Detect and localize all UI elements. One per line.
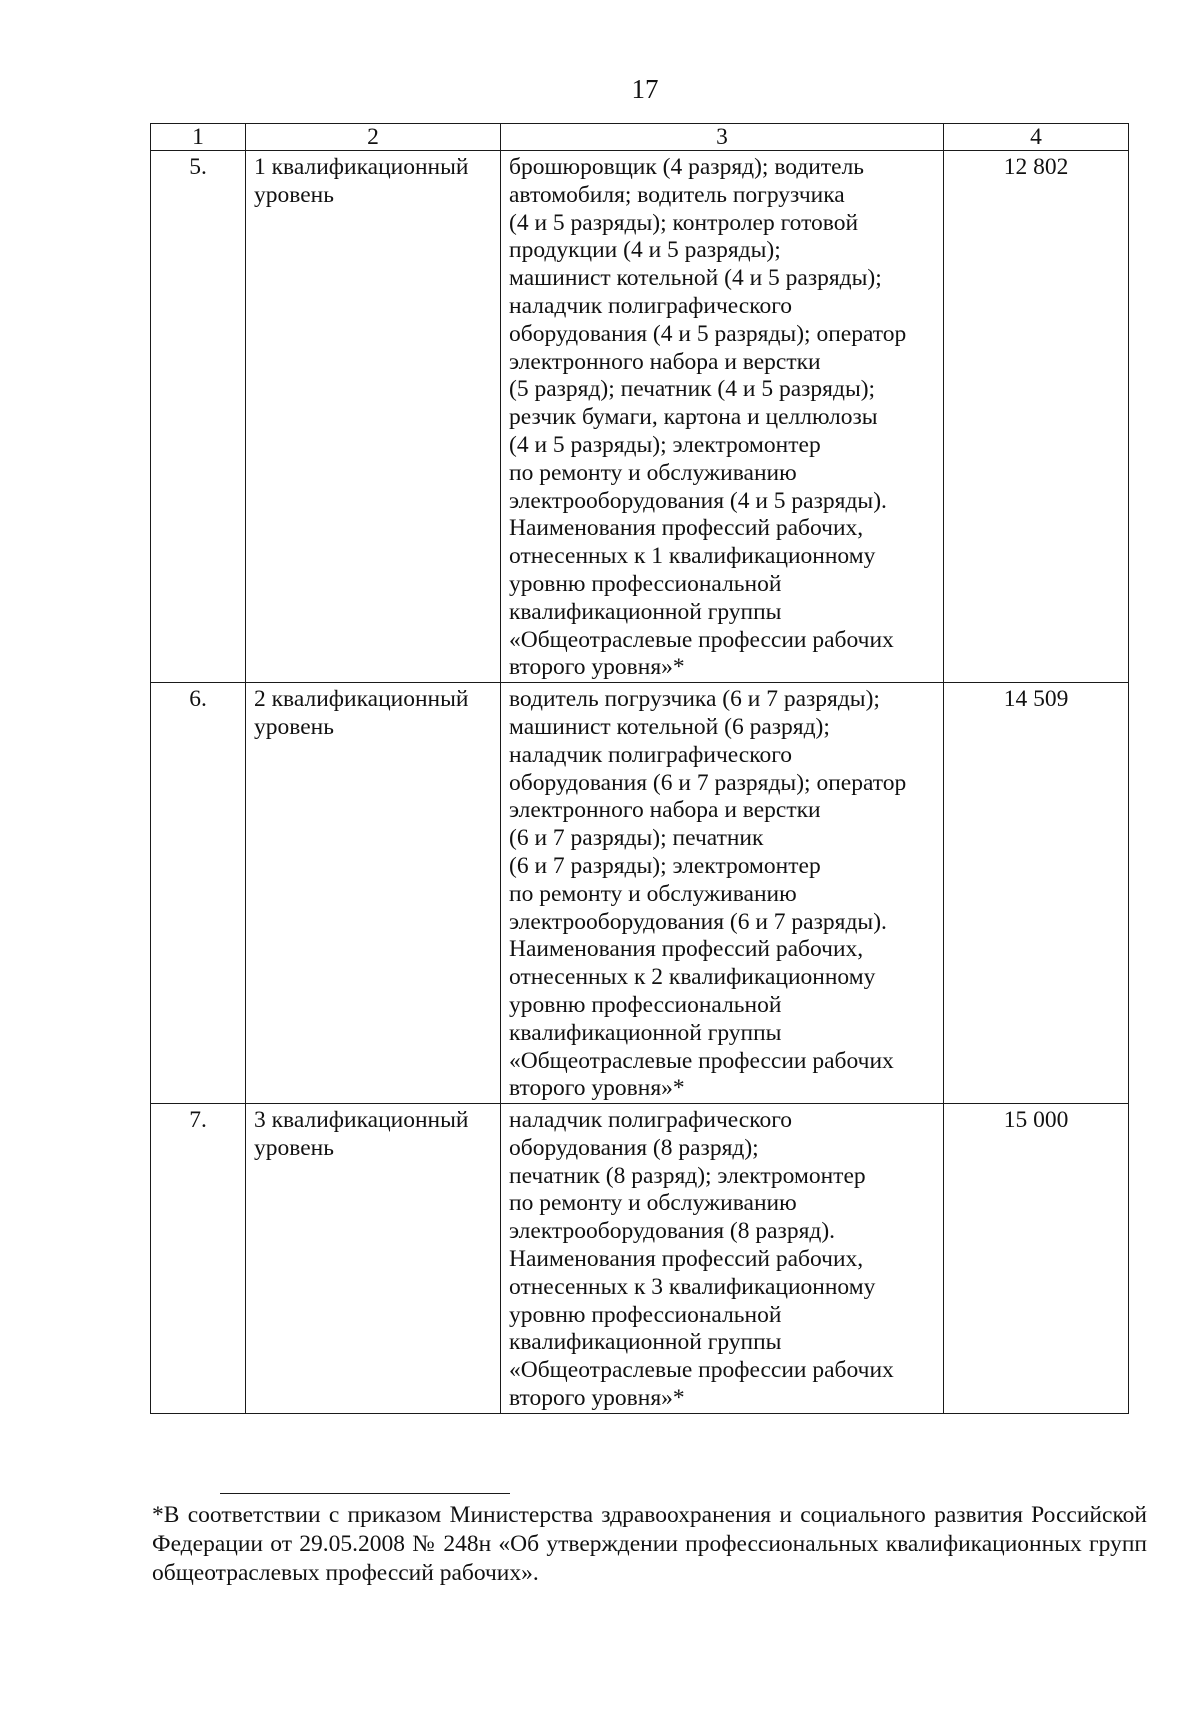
profession-line: (6 и 7 разряды); электромонтер — [509, 852, 821, 879]
level-line: 1 квалификационный — [254, 154, 469, 180]
profession-line: уровню профессиональной — [509, 1301, 782, 1328]
profession-line: наладчик полиграфического — [509, 1107, 792, 1134]
level-line: 3 квалификационный — [254, 1107, 469, 1134]
salary-amount: 12 802 — [944, 151, 1129, 683]
profession-line: по ремонту и обслуживанию — [509, 880, 797, 907]
profession-line: «Общеотраслевые профессии рабочих — [509, 1357, 894, 1384]
column-header-2: 2 — [246, 124, 501, 151]
profession-line: Наименования профессий рабочих, — [509, 1246, 864, 1273]
profession-line: квалификационной группы — [509, 598, 782, 625]
qualification-level — [246, 683, 501, 1104]
table-header-row — [151, 124, 1129, 151]
profession-line: «Общеотраслевые профессии рабочих — [509, 1047, 894, 1074]
profession-line: Наименования профессий рабочих, — [509, 936, 864, 963]
table-row — [151, 1104, 1129, 1414]
profession-line: печатник (8 разряд); электромонтер — [509, 1162, 866, 1189]
profession-line: оборудования (6 и 7 разряды); оператор — [509, 769, 907, 796]
qualification-level — [246, 1104, 501, 1414]
salary-amount: 14 509 — [944, 683, 1129, 1104]
professions-cell — [501, 683, 944, 1104]
row-number: 6. — [151, 683, 246, 1104]
profession-line: по ремонту и обслуживанию — [509, 459, 797, 486]
profession-line: оборудования (4 и 5 разряды); оператор — [509, 320, 907, 347]
profession-line: машинист котельной (4 и 5 разряды); — [509, 265, 882, 292]
profession-line: уровню профессиональной — [509, 570, 782, 597]
profession-line: наладчик полиграфического — [509, 741, 792, 768]
profession-line: (5 разряд); печатник (4 и 5 разряды); — [509, 376, 876, 403]
profession-line: электрооборудования (8 разряд). — [509, 1218, 836, 1245]
profession-line: квалификационной группы — [509, 1019, 782, 1046]
profession-line: электрооборудования (4 и 5 разряды). — [509, 487, 887, 514]
qualification-level — [246, 151, 501, 683]
professions-cell — [501, 151, 944, 683]
profession-line: продукции (4 и 5 разряды); — [509, 237, 781, 264]
row-number: 7. — [151, 1104, 246, 1414]
profession-line: второго уровня»* — [509, 1385, 685, 1412]
profession-line: наладчик полиграфического — [509, 292, 792, 319]
profession-line: оборудования (8 разряд); — [509, 1134, 759, 1161]
profession-line: электронного набора и верстки — [509, 797, 821, 824]
profession-line: по ремонту и обслуживанию — [509, 1190, 797, 1217]
profession-line: (4 и 5 разряды); контролер готовой — [509, 209, 859, 236]
table-row — [151, 683, 1129, 1104]
professions-cell — [501, 1104, 944, 1414]
profession-line: отнесенных к 1 квалификационному — [509, 543, 876, 570]
column-header-4: 4 — [944, 124, 1129, 151]
profession-line: второго уровня»* — [509, 1075, 685, 1102]
profession-line: второго уровня»* — [509, 654, 685, 681]
level-line: 2 квалификационный — [254, 686, 469, 713]
table-row — [151, 151, 1129, 683]
level-line: уровень — [254, 181, 334, 208]
footnote-text: *В соответствии с приказом Министерства здравоохранения и социального развития Российской Федерации от 29.05.2008 № 248н «Об утверждении профессиональных квалификационных групп общеотраслевых профессий рабочих». — [152, 1502, 1147, 1586]
profession-line: уровню профессиональной — [509, 991, 782, 1018]
row-number: 5. — [151, 151, 246, 683]
profession-line: отнесенных к 3 квалификационному — [509, 1273, 876, 1300]
profession-line: «Общеотраслевые профессии рабочих — [509, 626, 894, 653]
profession-line: водитель погрузчика (6 и 7 разряды); — [509, 686, 880, 713]
column-header-1: 1 — [151, 124, 246, 151]
level-line: уровень — [254, 713, 334, 740]
profession-line: (4 и 5 разряды); электромонтер — [509, 431, 821, 458]
profession-line: квалификационной группы — [509, 1329, 782, 1356]
profession-line: электрооборудования (6 и 7 разряды). — [509, 908, 887, 935]
column-header-3: 3 — [501, 124, 944, 151]
salary-amount: 15 000 — [944, 1104, 1129, 1414]
profession-line: электронного набора и верстки — [509, 348, 821, 375]
profession-line: резчик бумаги, картона и целлюлозы — [509, 404, 878, 431]
level-line: уровень — [254, 1134, 334, 1161]
footnote-separator — [220, 1493, 510, 1494]
profession-line: (6 и 7 разряды); печатник — [509, 825, 764, 852]
profession-line: автомобиля; водитель погрузчика — [509, 181, 845, 208]
profession-line: машинист котельной (6 разряд); — [509, 713, 830, 740]
page-number: 17 — [631, 74, 659, 104]
profession-line: Наименования профессий рабочих, — [509, 515, 864, 542]
profession-line: брошюровщик (4 разряд); водитель — [509, 154, 865, 180]
qualification-table — [150, 123, 1129, 1414]
profession-line: отнесенных к 2 квалификационному — [509, 964, 876, 991]
